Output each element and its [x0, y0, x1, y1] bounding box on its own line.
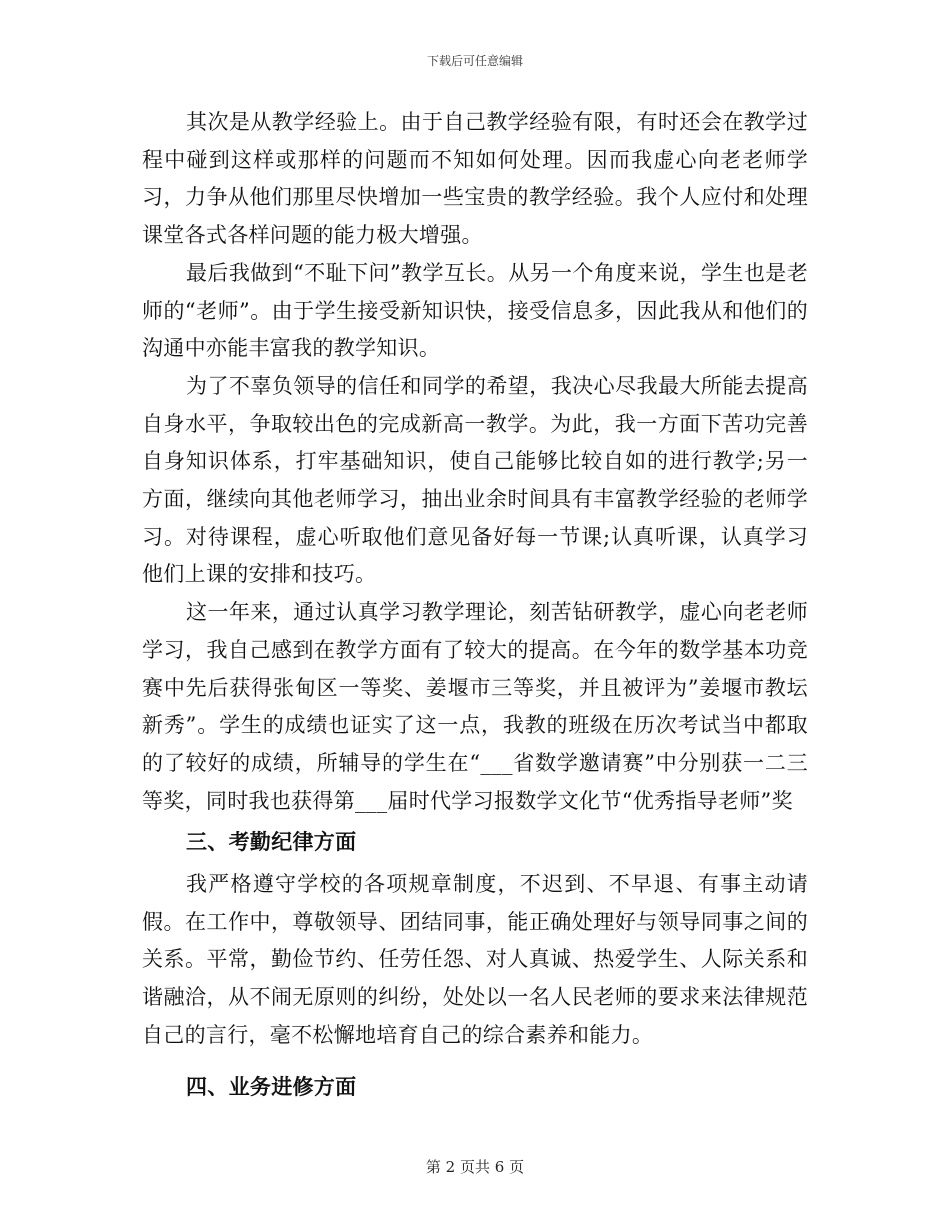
section-heading-professional-development: 四、业务进修方面	[186, 1074, 357, 1099]
paragraph-learning-from-students: 最后我做到“不耻下问”教学互长。从另一个角度来说，学生也是老师的“老师”。由于学生接受新知识快，接受信息多，因此我从和他们的沟通中亦能丰富我的教学知识。	[142, 260, 808, 361]
page-footer: 第 2 页共 6 页	[425, 1158, 525, 1176]
paragraph-attendance: 我严格遵守学校的各项规章制度，不迟到、不早退、有事主动请假。在工作中，尊敬领导、团结同事，能正确处理好与领导同事之间的关系。平常，勤俭节约、任劳任怨、对人真诚、热爱学生、人际关系和谐融洽，从不闹无原则的纠纷，处处以一名人民老师的要求来法律规范自己的言行，毫不松懈地培育自己的综合素养和能力。	[142, 872, 808, 1047]
document-body	[142, 104, 808, 1110]
section-heading-attendance: 三、考勤纪律方面	[186, 830, 357, 855]
page-header: 下载后可任意编辑	[426, 54, 523, 68]
paragraph-self-improvement: 为了不辜负领导的信任和同学的希望，我决心尽我最大所能去提高自身水平，争取较出色的完成新高一教学。为此，我一方面下苦功完善自身知识体系，打牢基础知识，使自己能够比较自如的进行教学;另一方面，继续向其他老师学习，抽出业余时间具有丰富教学经验的老师学习。对待课程，虚心听取他们意见备好每一节课;认真听课，认真学习他们上课的安排和技巧。	[142, 373, 808, 587]
paragraph-teaching-experience: 其次是从教学经验上。由于自己教学经验有限，有时还会在教学过程中碰到这样或那样的问题而不知如何处理。因而我虚心向老老师学习，力争从他们那里尽快增加一些宝贵的教学经验。我个人应付和处理课堂各式各样问题的能力极大增强。	[142, 110, 808, 248]
paragraph-achievements: 这一年来，通过认真学习教学理论，刻苦钻研教学，虚心向老老师学习，我自己感到在教学方面有了较大的提高。在今年的数学基本功竞赛中先后获得张甸区一等奖、姜堰市三等奖，并且被评为”姜堰市教坛新秀”。学生的成绩也证实了这一点，我教的班级在历次考试当中都取的了较好的成绩，所辅导的学生在“___省数学邀请赛”中分别获一二三等奖，同时我也获得第___届时代学习报数学文化节“优秀指导老师”奖	[142, 600, 808, 813]
